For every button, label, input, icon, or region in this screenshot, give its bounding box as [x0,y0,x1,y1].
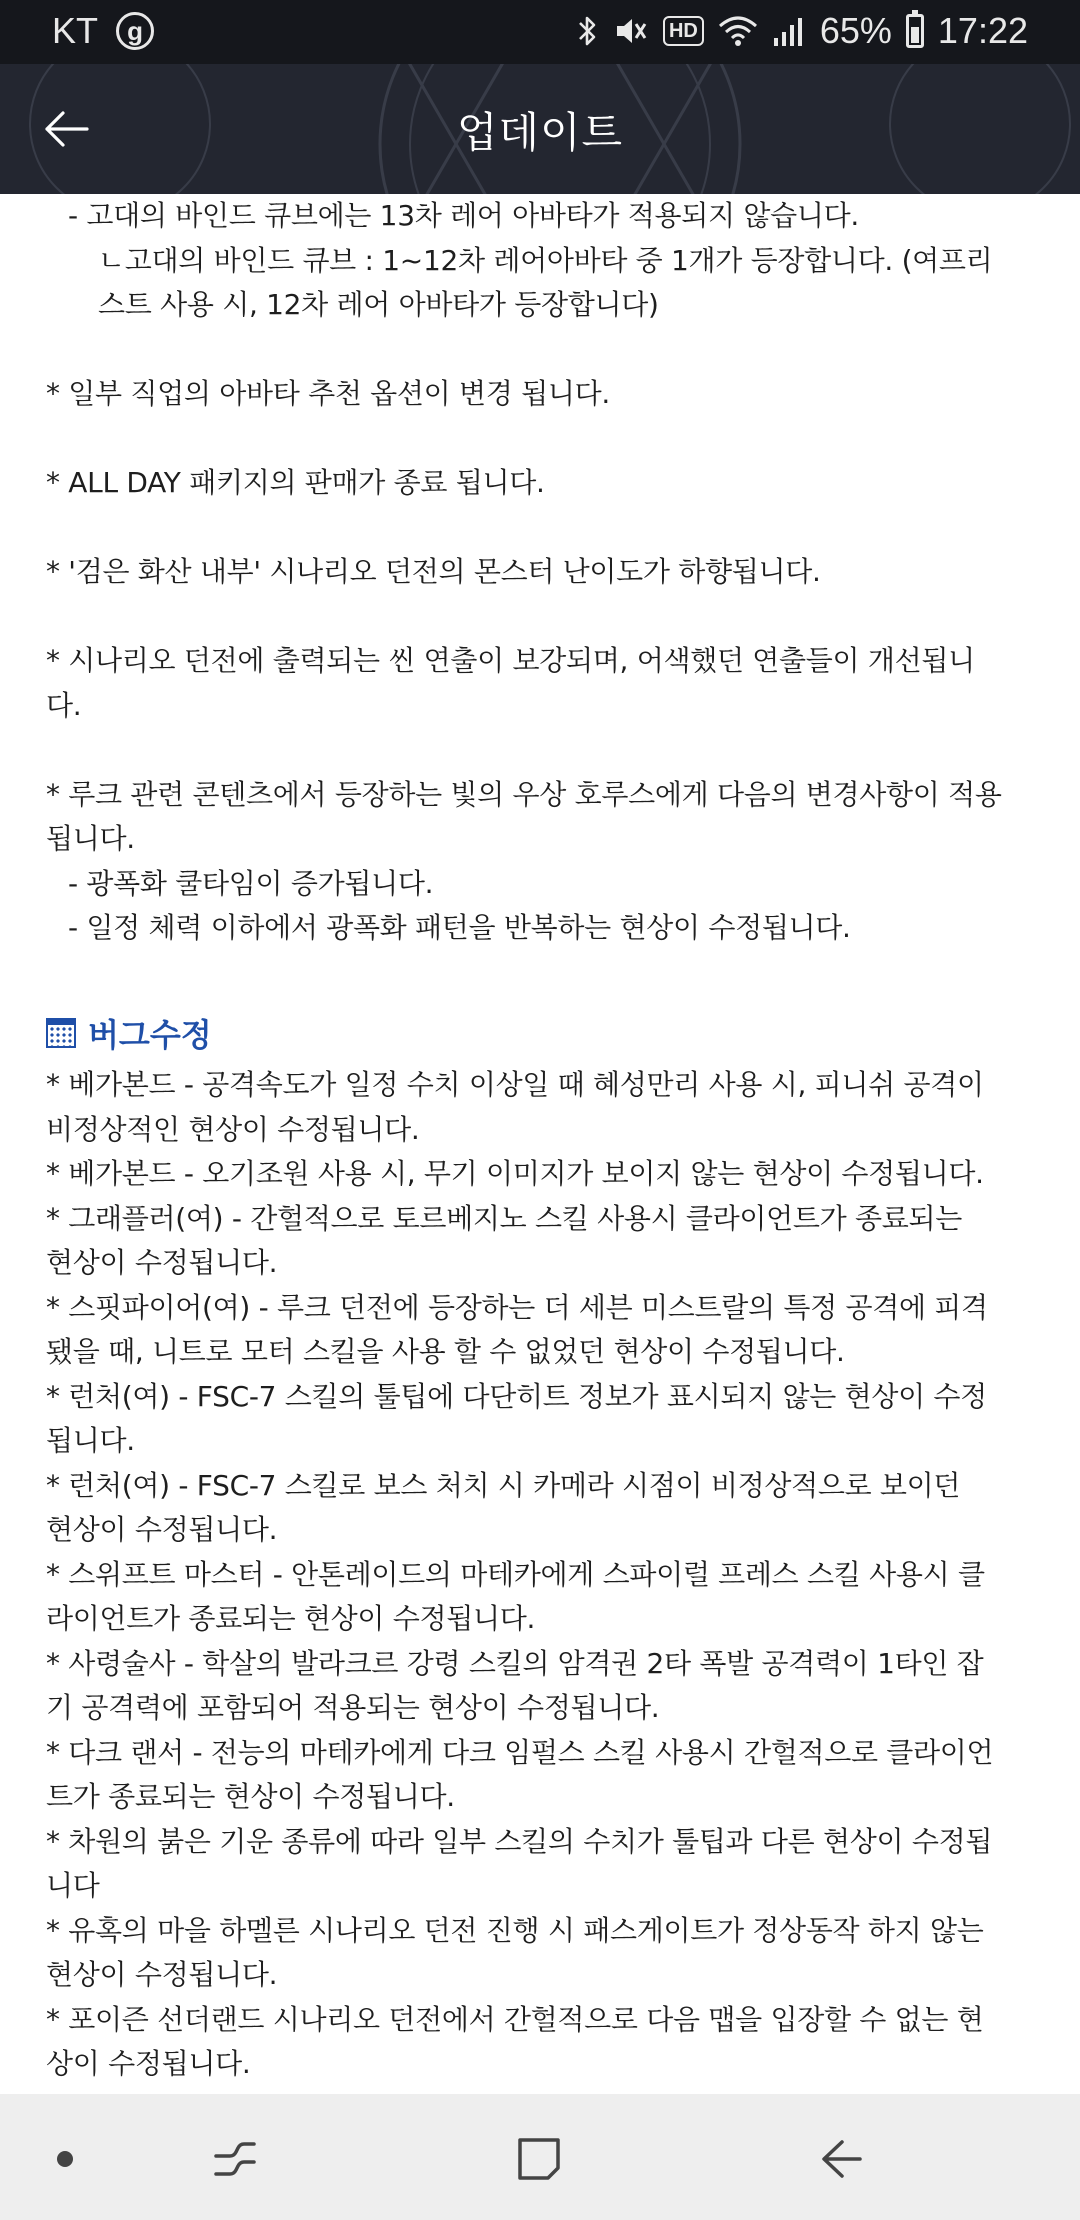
home-button[interactable] [504,2124,574,2194]
update-note-line: ㄴ고대의 바인드 큐브 : 1~12차 레어아바타 중 1개가 등장합니다. (여프리 [98,243,993,277]
app-bar [0,64,1080,194]
bug-fix-list [0,1063,1080,2087]
hd-voice-icon: HD [663,13,704,49]
bug-fix-line: * 포이즌 선더랜드 시나리오 던전에서 간헐적으로 다음 맵을 입장할 수 없는 현 [46,2002,984,2036]
recent-apps-button[interactable] [200,2124,270,2194]
page-title: 업데이트 [456,108,624,157]
back-icon [816,2134,866,2184]
clock: 17:22 [937,10,1028,51]
bug-fix-line: * 베가본드 - 오기조원 사용 시, 무기 이미지가 보이지 않는 현상이 수정됩니다. [46,1157,984,1190]
bug-fix-line: 현상이 수정됩니다. [46,1246,278,1279]
update-note-line: * '검은 화산 내부' 시나리오 던전의 몬스터 난이도가 하향됩니다. [46,555,821,588]
update-note-line: * ALL DAY 패키지의 판매가 종료 됩니다. [46,466,545,499]
carrier-label: KT [52,10,99,51]
content-scroll [0,194,1080,2087]
update-note-line: 다. [46,688,82,722]
blank-line [0,951,1080,996]
mute-vibrate-icon [613,13,649,49]
home-icon [514,2134,564,2184]
update-note-line: - 일정 체력 이하에서 광폭화 패턴을 반복하는 현상이 수정됩니다. [68,911,851,944]
update-note-line: 됩니다. [46,822,135,855]
bug-fix-line: * 차원의 붉은 기운 종류에 따라 일부 스킬의 수치가 툴팁과 다른 현상이 수정됩 [46,1824,993,1858]
bug-fix-line: * 런처(여) - FSC-7 스킬의 툴팁에 다단히트 정보가 표시되지 않는 현상이 수정 [46,1379,987,1413]
bug-fix-line: 트가 종료되는 현상이 수정됩니다. [46,1780,455,1813]
battery-icon [906,13,924,49]
bug-fix-line: * 런처(여) - FSC-7 스킬로 보스 처치 시 카메라 시점이 비정상적으로 보이던 [46,1468,961,1502]
dot-icon [55,2149,75,2169]
recent-apps-icon [210,2134,260,2184]
bug-fix-line: * 베가본드 - 공격속도가 일정 수치 이상일 때 혜성만리 사용 시, 피니쉬 공격이 [46,1068,984,1101]
update-note-line: * 일부 직업의 아바타 추천 옵션이 변경 됩니다. [46,377,610,410]
bug-fix-line: 기 공격력에 포함되어 적용되는 현상이 수정됩니다. [46,1691,660,1724]
navigation-bar [0,2094,1080,2220]
update-note-line: * 루크 관련 콘텐츠에서 등장하는 빛의 우상 호루스에게 다음의 변경사항이 적용 [46,777,1002,811]
bug-fix-line: 현상이 수정됩니다. [46,1513,278,1546]
bug-fix-line: 비정상적인 현상이 수정됩니다. [46,1112,420,1146]
calendar-icon [46,1018,76,1048]
status-left [52,10,154,52]
bug-fix-line: 니다 [46,1869,100,1902]
bug-fix-line: * 스위프트 마스터 - 안톤레이드의 마테카에게 스파이럴 프레스 스킬 사용시 클 [46,1557,985,1591]
battery-fill [911,27,919,43]
back-nav-button[interactable] [806,2124,876,2194]
carrier-badge-icon: g [116,12,154,50]
update-note-line: - 고대의 바인드 큐브에는 13차 레어 아바타가 적용되지 않습니다. [68,199,859,232]
update-note-line: 스트 사용 시, 12차 레어 아바타가 등장합니다) [98,288,659,321]
blank-line [0,506,1080,551]
wifi-icon [718,13,758,49]
update-note-line: - 광폭화 쿨타임이 증가됩니다. [68,866,434,900]
bug-fix-line: 라이언트가 종료되는 현상이 수정됩니다. [46,1602,536,1635]
nav-dot-button[interactable] [30,2124,100,2194]
bug-fix-line: 됐을 때, 니트로 모터 스킬을 사용 할 수 없었던 현상이 수정됩니다. [46,1335,845,1368]
blank-line [0,595,1080,640]
status-bar [0,0,1080,64]
signal-icon [772,13,806,49]
update-notes-content[interactable] [0,194,1080,2094]
bug-fix-line: 현상이 수정됩니다. [46,1958,278,1991]
bug-fix-heading [0,1009,1080,1057]
bug-fix-title: 버그수정 [88,1016,212,1054]
bug-fix-line: * 유혹의 마을 하멜른 시나리오 던전 진행 시 패스게이트가 정상동작 하지 않는 [46,1913,984,1947]
blank-line [0,728,1080,773]
bug-fix-line: * 스핏파이어(여) - 루크 던전에 등장하는 더 세븐 미스트랄의 특정 공격에 피격 [46,1290,988,1324]
status-right [577,10,1028,52]
bluetooth-icon [577,13,599,49]
blank-line [0,417,1080,462]
bug-fix-line: 상이 수정됩니다. [46,2047,251,2080]
battery-percent: 65% [819,10,892,51]
blank-line [0,328,1080,373]
bug-fix-line: 됩니다. [46,1424,135,1457]
bug-fix-line: * 그래플러(여) - 간헐적으로 토르베지노 스킬 사용시 클라이언트가 종료되는 [46,1201,962,1235]
bug-fix-line: * 다크 랜서 - 전능의 마테카에게 다크 임펄스 스킬 사용시 간헐적으로 클라이언 [46,1735,994,1769]
update-notes-list [0,194,1080,995]
bug-fix-line: * 사령술사 - 학살의 발라크르 강령 스킬의 암격권 2타 폭발 공격력이 1타인 잡 [46,1646,984,1680]
update-note-line: * 시나리오 던전에 출력되는 씬 연출이 보강되며, 어색했던 연출들이 개선됩니 [46,644,975,677]
